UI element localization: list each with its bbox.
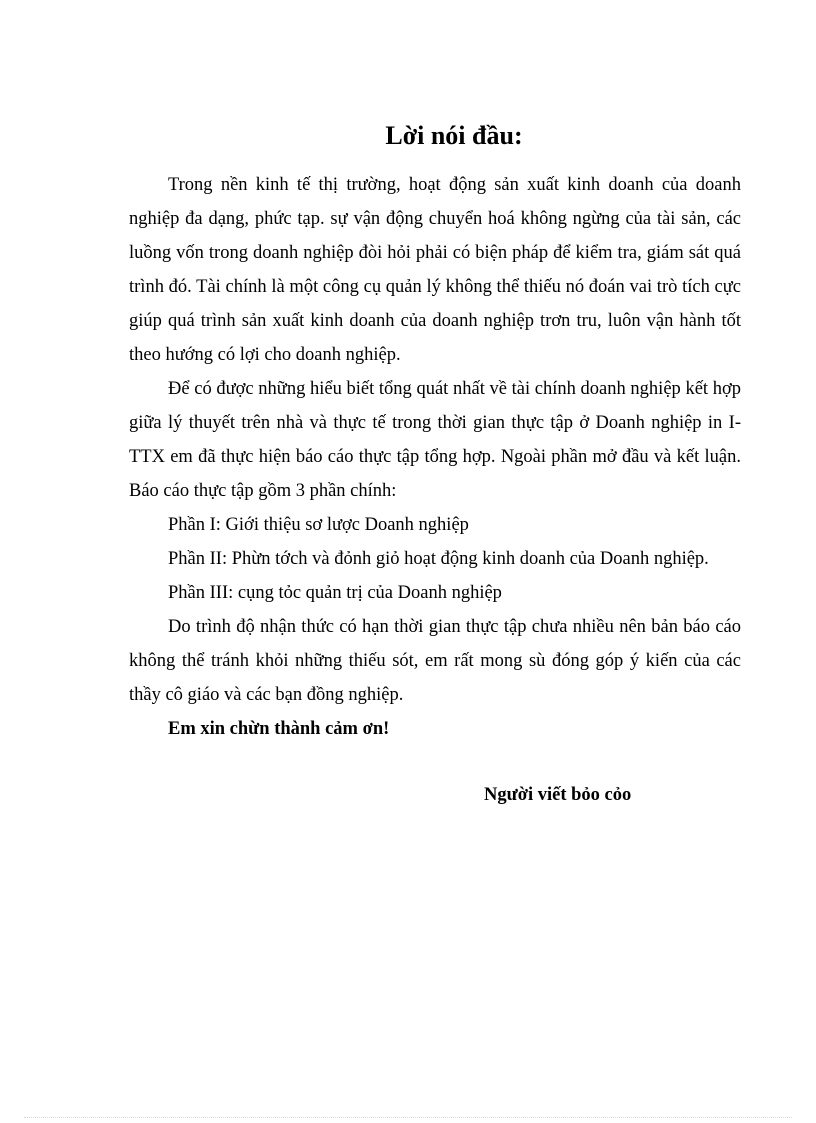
paragraph-intro: Trong nền kinh tế thị trường, hoạt động sản xuất kinh doanh của doanh nghiệp đa dạng, phức tạp. sự vận động chuyển hoá không ngừng của tài sản, các luồng vốn trong doanh nghiệp đòi hỏi phải có biện pháp để kiểm tra, giám sát quá trình đó. Tài chính là một công cụ quản lý không thể thiếu nó đoán vai trò tích cực giúp quá trình sản xuất kinh doanh của doanh nghiệp trơn tru, luôn vận hành tốt theo hướng có lợi cho doanh nghiệp.: [129, 175, 741, 365]
closing-thanks: Em xin chừn thành cảm ơn!: [168, 719, 390, 739]
page-title: Lời nói đầu:: [385, 121, 523, 150]
document-body: [129, 168, 741, 746]
paragraph-purpose: Để có được những hiểu biết tổng quát nhất về tài chính doanh nghiệp kết hợp giữa lý thuyết trên nhà và thực tế trong thời gian thực tập ở Doanh nghiệp in I- TTX em đã thực hiện báo cáo thực tập tổng hợp. Ngoài phần mở đầu và kết luận. Báo cáo thực tập gồm 3 phần chính:: [129, 379, 741, 501]
section-item-3: Phần III: cụng tỏc quản trị của Doanh nghiệp: [168, 583, 502, 603]
page-bottom-divider: [24, 1117, 792, 1118]
section-item-1: Phần I: Giới thiệu sơ lược Doanh nghiệp: [168, 515, 469, 535]
section-item-2: Phần II: Phừn tớch và đỏnh giỏ hoạt động kinh doanh của Doanh nghiệp.: [168, 549, 709, 569]
paragraph-apology: Do trình độ nhận thức có hạn thời gian thực tập chưa nhiều nên bản báo cáo không thể tránh khỏi những thiếu sót, em rất mong sù đóng góp ý kiến của các thầy cô giáo và các bạn đồng nghiệp.: [129, 617, 741, 705]
signature-line: Người viết bỏo cỏo: [484, 785, 632, 805]
